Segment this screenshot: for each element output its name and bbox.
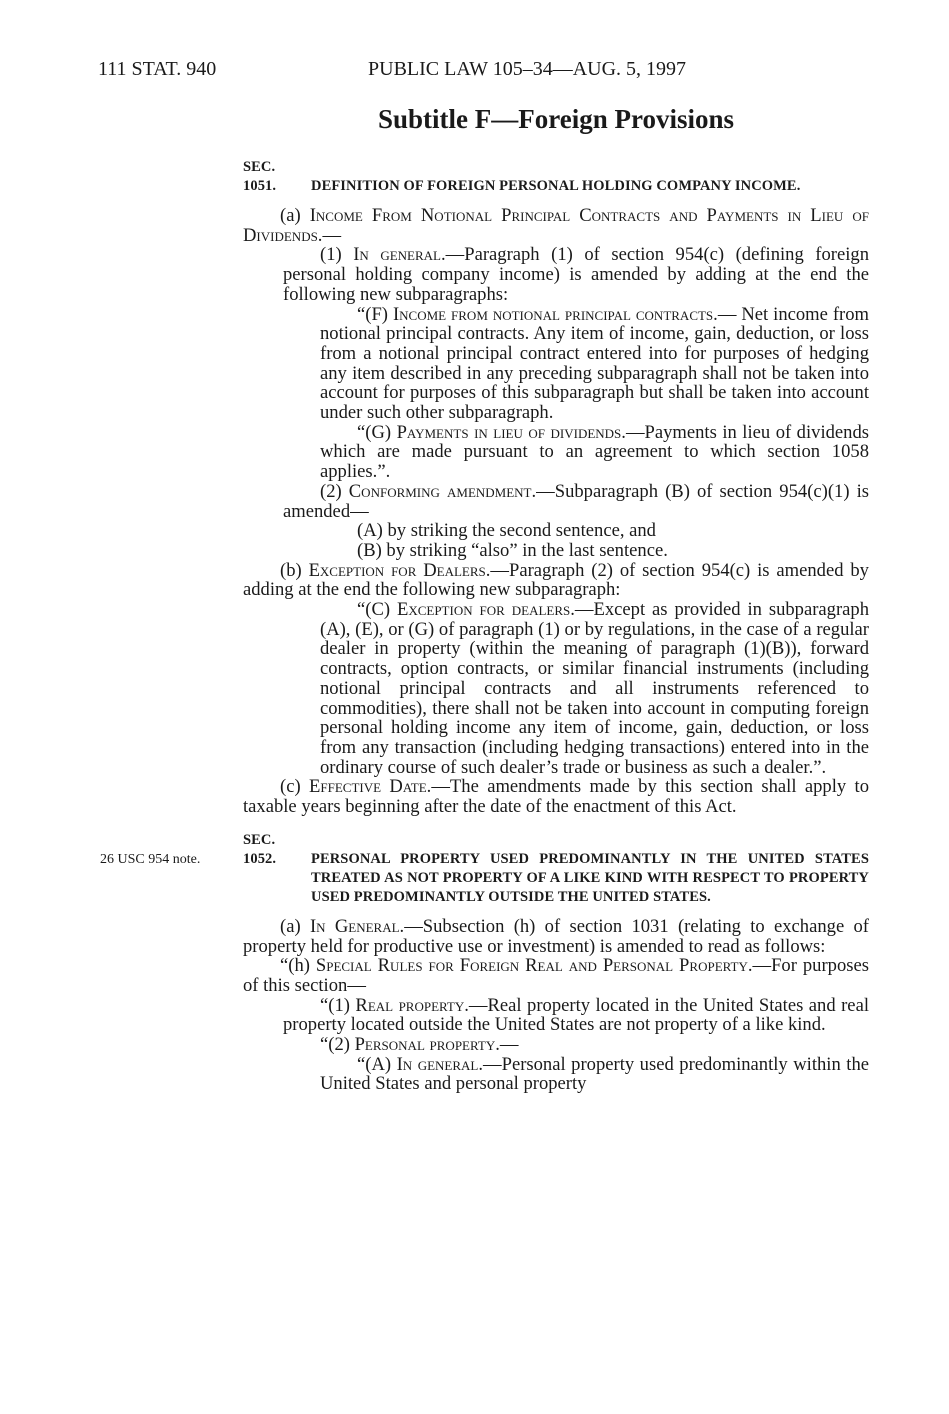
paragraph-h2: “(2) Personal property.— [320,1034,519,1056]
subparagraph-heading: Payments in lieu of dividends. [396,421,626,443]
subsection-heading: Effective Date. [309,776,432,798]
section-1052-heading [243,831,869,907]
clause-B: (B) by striking “also” in the last sentence. [357,539,668,561]
clause-A: (A) by striking the second sentence, and [357,520,656,542]
subsection-a: (a) Income From Notional Principal Contracts and Payments in Lieu of Dividends.— [243,205,869,246]
section-1051-heading [243,158,869,196]
paragraph-h1: “(1) Real property.—Real property located in the United States and real property located outside the United States are not property of a like kind. [283,994,869,1036]
public-law-citation: PUBLIC LAW 105–34—AUG. 5, 1997 [368,58,687,80]
subsection-heading: Exception for Dealers. [308,559,491,581]
subparagraph-h2A: “(A) In general.—Personal property used predominantly within the United States and personal property [320,1053,869,1095]
subsection-a: (a) In General.—Subsection (h) of section 1031 (relating to exchange of property held for productive use or investment) is amended to read as follows: [243,915,869,957]
subtitle-heading: Subtitle F—Foreign Provisions [377,104,735,134]
subparagraph-C: “(C) Exception for dealers.—Except as provided in subparagraph (A), (E), or (G) of paragraph (1) or by regulations, in the case of a regular dealer in property (within the meaning of paragraph (1)(B)), forward contracts, option contracts, or similar financial instruments (including notional principal contracts and all instruments referenced to commodities), there shall not be taken into account in computing foreign personal holding income any item of income, gain, deduction, or loss from any transaction (including hedging transactions) entered into in the ordinary course of such dealer’s trade or business as such a dealer.”. [320,599,869,778]
subparagraph-G: “(G) Payments in lieu of dividends.—Payments in lieu of dividends which are made pursuant to an agreement to which section 1058 applies.”. [320,421,869,483]
subsection-c: (c) Effective Date.—The amendments made by this section shall apply to taxable years beginning after the date of the enactment of this Act. [243,776,869,818]
subsection-heading: In General. [309,915,405,937]
paragraph-a2: (2) Conforming amendment.—Subparagraph (B) of section 954(c)(1) is amended— [283,480,869,522]
paragraph-heading: Real property. [355,994,469,1016]
subsection-heading: Special Rules for Foreign Real and Personal Property. [315,955,753,977]
subsection-b: (b) Exception for Dealers.—Paragraph (2) of section 954(c) is amended by adding at the end the following new subparagraph: [243,559,869,601]
margin-note: 26 USC 954 note. [100,852,201,867]
subparagraph-F: “(F) Income from notional principal contracts.— Net income from notional principal contracts. Any item of income, gain, deduction, or loss from a notional principal contract entered into for purposes of hedging any item described in any preceding subparagraph shall not be taken into account for purposes of this subparagraph but shall be taken into account under such other subparagraph. [320,303,869,424]
paragraph-heading: In general. [353,244,446,266]
running-header [98,58,778,88]
subparagraph-heading: Exception for dealers. [396,599,575,621]
paragraph-heading: Conforming amendment. [348,480,537,502]
subparagraph-heading: In general. [396,1053,484,1075]
statute-body [243,158,869,1094]
subparagraph-heading: Income from notional principal contracts. [392,303,718,325]
subsection-h: “(h) Special Rules for Foreign Real and Personal Property.—For purposes of this section— [243,955,869,996]
paragraph-heading: Personal property. [354,1034,500,1056]
paragraph-a1: (1) In general.—Paragraph (1) of section 954(c) (defining foreign personal holding company income) is amended by adding at the end the following new subparagraphs: [283,244,869,305]
section-title: PERSONAL PROPERTY USED PREDOMINANTLY IN THE UNITED STATES TREATED AS NOT PROPERTY OF A LIKE KIND WITH RESPECT TO PROPERTY USED PREDOMINANTLY OUTSIDE THE UNITED STATES. [311,850,869,905]
subsection-heading: Income From Notional Principal Contracts and Payments in Lieu of Dividends. [243,205,869,246]
section-number: SEC. 1051. [243,159,277,194]
section-title: DEFINITION OF FOREIGN PERSONAL HOLDING COMPANY INCOME. [311,178,801,194]
section-number: SEC. 1052. [243,831,277,867]
stat-page-number: 111 STAT. 940 [98,58,217,80]
